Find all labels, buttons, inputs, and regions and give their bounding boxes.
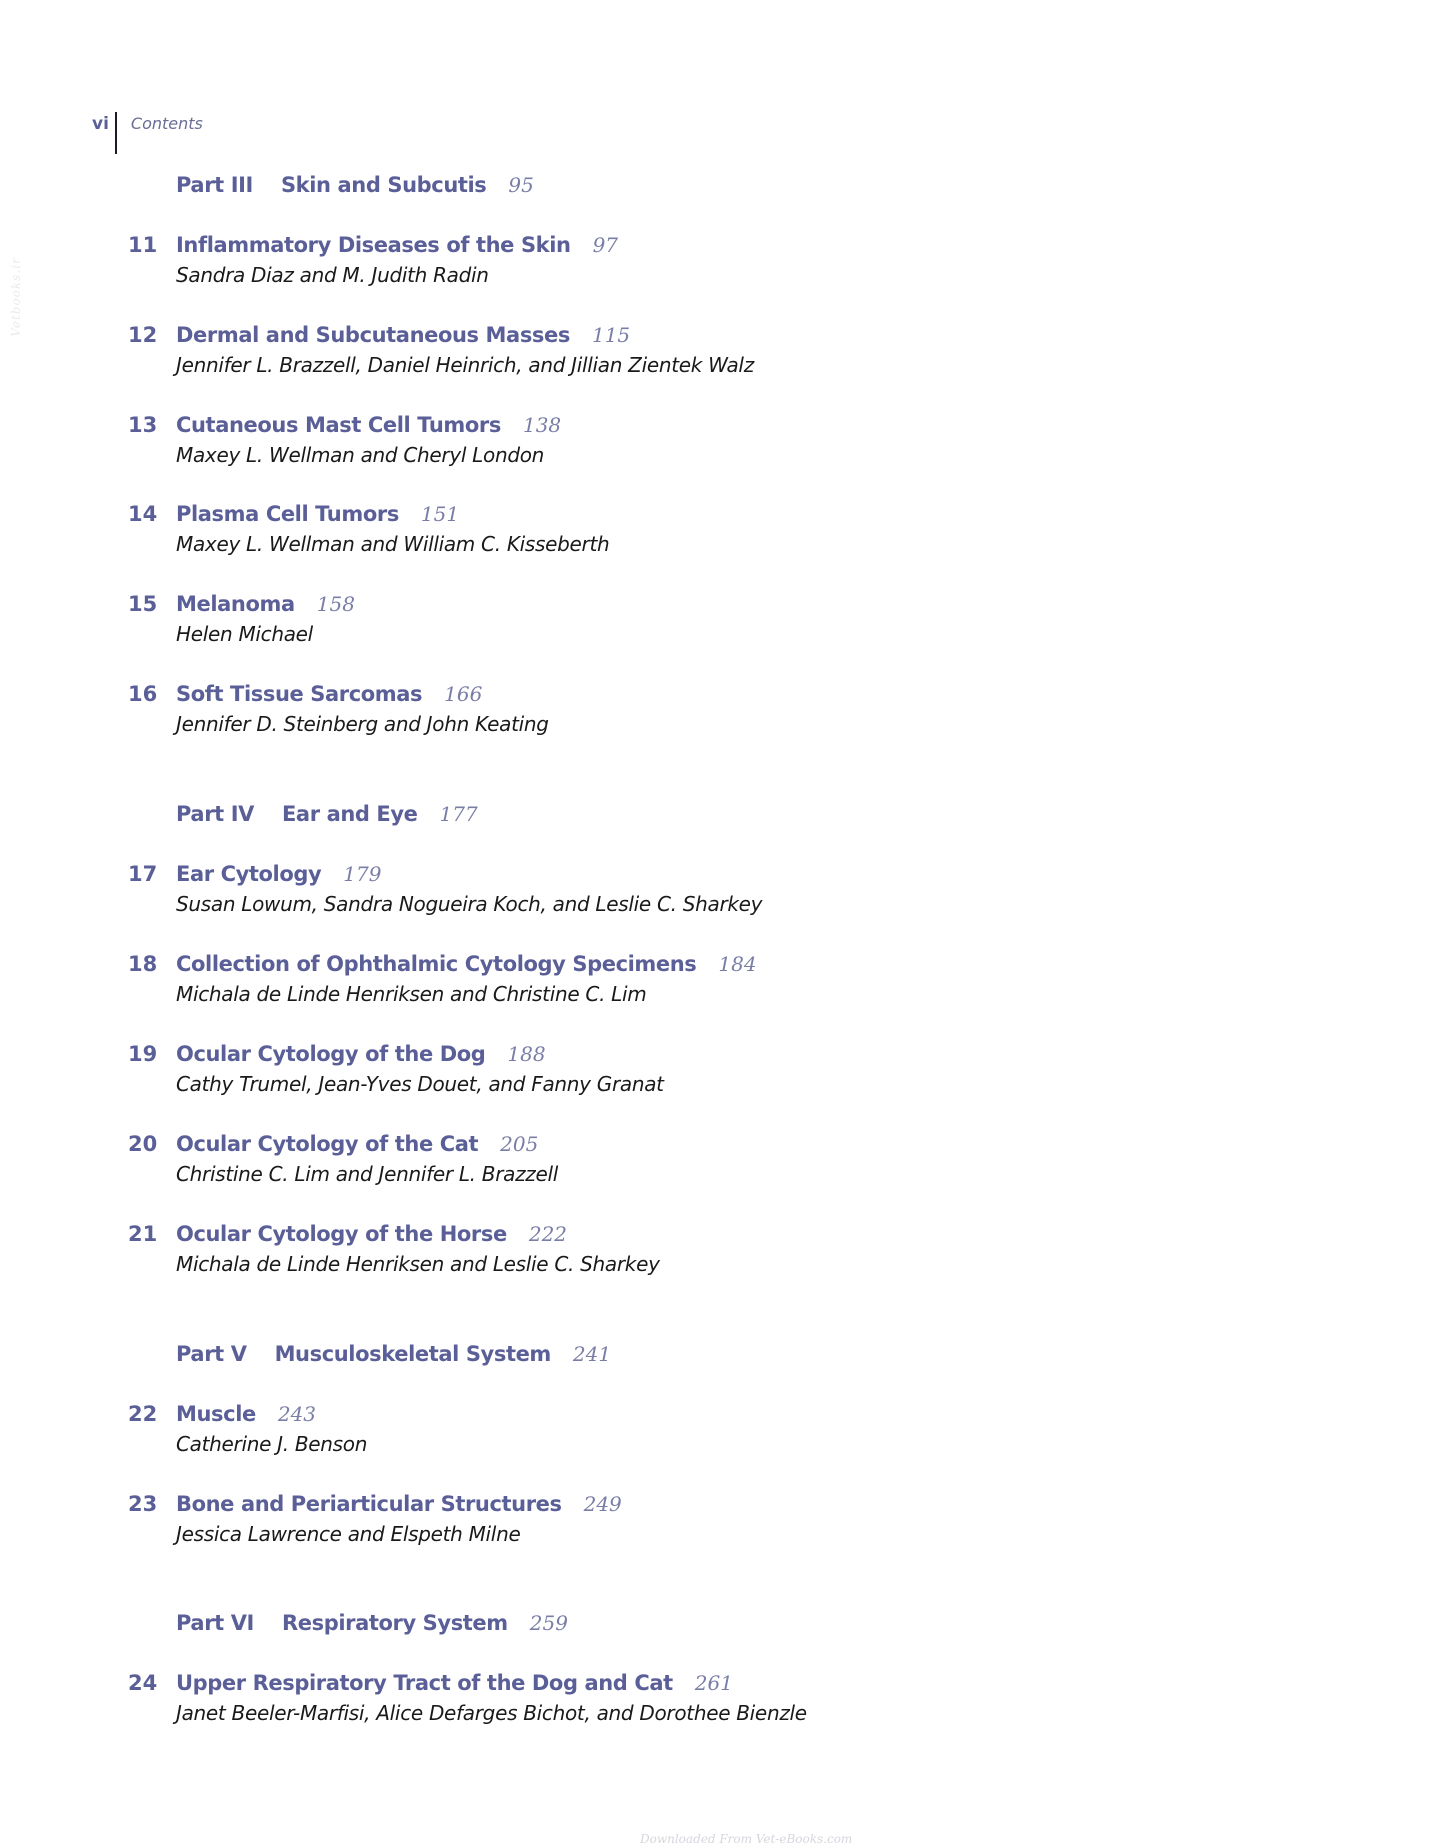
chapter-authors: Susan Lowum, Sandra Nogueira Koch, and Leslie C. Sharkey (176, 892, 763, 916)
page-number: 241 (572, 1342, 612, 1366)
chapter-number: 13 (128, 413, 158, 437)
chapter-title-line[interactable] (176, 1489, 622, 1521)
part-label: Part III (176, 173, 253, 197)
chapter-authors: Jennifer L. Brazzell, Daniel Heinrich, and Jillian Zientek Walz (176, 353, 754, 377)
running-header-label: Contents (130, 114, 203, 133)
chapter-number: 14 (128, 502, 158, 526)
page-number: 249 (583, 1492, 622, 1516)
page-number: 158 (316, 592, 355, 616)
page-number: 177 (439, 802, 478, 826)
chapter-authors: Maxey L. Wellman and Cheryl London (176, 443, 545, 467)
running-header (92, 112, 203, 154)
part-label: Part VI (176, 1611, 254, 1635)
chapter-title-line[interactable] (176, 1219, 567, 1251)
chapter-title-line[interactable] (176, 1129, 538, 1161)
chapter-title: Upper Respiratory Tract of the Dog and Cat (176, 1671, 673, 1695)
page-number: 184 (718, 952, 757, 976)
chapter-title: Muscle (176, 1402, 256, 1426)
chapter-title-line[interactable] (176, 859, 381, 891)
page-number: 95 (508, 173, 534, 197)
page-number: 115 (591, 323, 631, 347)
chapter-authors: Michala de Linde Henriksen and Leslie C. Sharkey (176, 1252, 660, 1276)
footer-watermark: Downloaded From Vet-eBooks.com (640, 1832, 853, 1846)
part-title: Musculoskeletal System (274, 1342, 551, 1366)
part-title-line[interactable] (176, 1339, 611, 1371)
part-title: Respiratory System (281, 1611, 508, 1635)
chapter-number: 12 (128, 323, 158, 347)
page-number: 138 (522, 413, 562, 437)
chapter-number: 18 (128, 952, 158, 976)
page-folio: vi (92, 114, 109, 134)
chapter-number: 19 (128, 1042, 158, 1066)
chapter-title-line[interactable] (176, 1399, 316, 1431)
page-number: 243 (277, 1402, 317, 1426)
part-title: Skin and Subcutis (280, 173, 487, 197)
chapter-title-line[interactable] (176, 499, 459, 531)
chapter-number: 21 (128, 1222, 158, 1246)
chapter-authors: Catherine J. Benson (176, 1432, 368, 1456)
chapter-title: Plasma Cell Tumors (176, 502, 399, 526)
chapter-title-line[interactable] (176, 589, 355, 621)
chapter-title-line[interactable] (176, 230, 618, 262)
part-title-line[interactable] (176, 1608, 568, 1640)
chapter-title: Soft Tissue Sarcomas (176, 682, 423, 706)
page-number: 188 (507, 1042, 546, 1066)
page-number: 222 (528, 1222, 568, 1246)
chapter-number: 24 (128, 1671, 158, 1695)
chapter-title: Collection of Ophthalmic Cytology Specimens (176, 952, 697, 976)
chapter-authors: Helen Michael (176, 622, 313, 646)
page-number: 205 (500, 1132, 539, 1156)
part-label: Part IV (176, 802, 254, 826)
chapter-title-line[interactable] (176, 1039, 546, 1071)
chapter-title: Ocular Cytology of the Dog (176, 1042, 486, 1066)
chapter-title: Ocular Cytology of the Cat (176, 1132, 479, 1156)
page-number: 259 (529, 1611, 568, 1635)
part-label: Part V (176, 1342, 247, 1366)
chapter-number: 20 (128, 1132, 158, 1156)
chapter-number: 16 (128, 682, 158, 706)
page-number: 179 (343, 862, 382, 886)
chapter-number: 23 (128, 1492, 158, 1516)
chapter-number: 17 (128, 862, 158, 886)
chapter-authors: Jessica Lawrence and Elspeth Milne (176, 1522, 521, 1546)
page-number: 261 (694, 1671, 733, 1695)
chapter-title: Dermal and Subcutaneous Masses (176, 323, 570, 347)
chapter-title: Inflammatory Diseases of the Skin (176, 233, 571, 257)
chapter-authors: Maxey L. Wellman and William C. Kisseberth (176, 532, 610, 556)
chapter-title-line[interactable] (176, 320, 630, 352)
page-number: 166 (444, 682, 483, 706)
chapter-authors: Sandra Diaz and M. Judith Radin (176, 263, 489, 287)
chapter-title-line[interactable] (176, 679, 482, 711)
chapter-title-line[interactable] (176, 1668, 733, 1700)
chapter-authors: Michala de Linde Henriksen and Christine C. Lim (176, 982, 647, 1006)
chapter-title: Ear Cytology (176, 862, 322, 886)
part-title-line[interactable] (176, 799, 478, 831)
chapter-title: Bone and Periarticular Structures (176, 1492, 562, 1516)
chapter-number: 11 (128, 233, 158, 257)
chapter-title: Melanoma (176, 592, 295, 616)
page-number: 97 (592, 233, 619, 257)
chapter-authors: Cathy Trumel, Jean-Yves Douet, and Fanny Granat (176, 1072, 664, 1096)
chapter-title-line[interactable] (176, 410, 561, 442)
page-number: 151 (420, 502, 460, 526)
chapter-number: 15 (128, 592, 158, 616)
chapter-title: Cutaneous Mast Cell Tumors (176, 413, 501, 437)
chapter-authors: Jennifer D. Steinberg and John Keating (176, 712, 549, 736)
part-title-line[interactable] (176, 170, 534, 202)
chapter-authors: Christine C. Lim and Jennifer L. Brazzell (176, 1162, 558, 1186)
part-title: Ear and Eye (281, 802, 418, 826)
chapter-authors: Janet Beeler-Marfisi, Alice Defarges Bichot, and Dorothee Bienzle (176, 1701, 807, 1725)
side-watermark: Vetbooks.ir (9, 257, 23, 337)
chapter-title-line[interactable] (176, 949, 757, 981)
chapter-number: 22 (128, 1402, 158, 1426)
chapter-title: Ocular Cytology of the Horse (176, 1222, 507, 1246)
